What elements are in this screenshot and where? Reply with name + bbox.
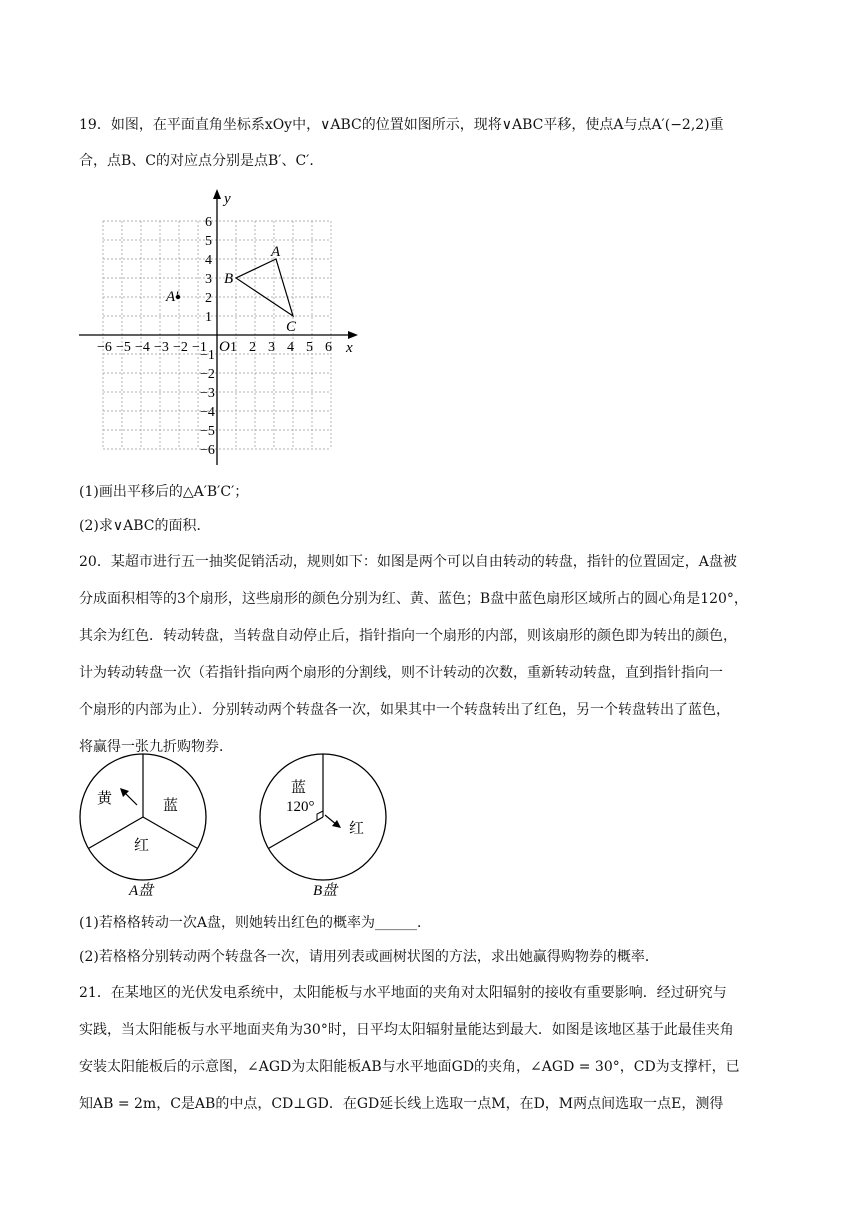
wheel-b-blue: 蓝 <box>291 780 307 796</box>
x-tick-label: −1 <box>192 340 207 355</box>
coordinate-graph <box>0 185 860 485</box>
x-tick-label: 1 <box>230 340 237 355</box>
wheel-a-yellow: 黄 <box>97 791 113 807</box>
x-axis-label: x <box>346 340 353 356</box>
q21-line-3: 安装太阳能板后的示意图，∠AGD为太阳能板AB与水平地面GD的夹角，∠AGD = 30°，CD为支撑杆，已 <box>79 1059 740 1075</box>
wheel-b-angle: 120° <box>286 799 315 815</box>
wheel-a <box>80 754 206 899</box>
point-a-label: A <box>271 244 281 260</box>
q21-line-1: 21．在某地区的光伏发电系统中，太阳能板与水平地面的夹角对太阳辐射的接收有重要影响．经过研究与 <box>79 985 727 1001</box>
x-tick-label: 4 <box>287 340 294 355</box>
q21-line-2: 实践，当太阳能板与水平地面夹角为30°时，日平均太阳辐射量能达到最大．如图是该地区基于此最佳夹角 <box>79 1022 734 1038</box>
y-axis-arrow <box>213 189 221 199</box>
q20-sub-1: (1)若格格转动一次A盘，则她转出红色的概率为______． <box>79 915 431 931</box>
q20-sub-2: (2)若格格分别转动两个转盘各一次，请用列表或画树状图的方法，求出她赢得购物券的概率． <box>79 949 659 965</box>
origin-label: O <box>219 339 230 355</box>
q19-sub-2: (2)求∨ABC的面积． <box>79 518 211 534</box>
x-tick-label: −3 <box>154 340 169 355</box>
point-c-label: C <box>286 319 297 335</box>
x-axis-arrow <box>348 331 358 339</box>
wheel-a-red: 红 <box>134 838 150 854</box>
x-tick-label: −6 <box>97 340 112 355</box>
y-tick-label: 2 <box>205 291 212 306</box>
q20-line-2: 分成面积相等的3个扇形，这些扇形的颜色分别为红、黄、蓝色；B盘中蓝色扇形区域所占的圆心角是120°， <box>79 591 748 607</box>
y-tick-label: −1 <box>200 348 215 363</box>
q20-line-4: 计为转动转盘一次（若指针指向两个扇形的分割线，则不计转动的次数，重新转动转盘，直到指针指向一 <box>79 665 723 681</box>
x-tick-label: −2 <box>173 340 188 355</box>
wheel-b-caption: B盘 <box>313 883 338 899</box>
y-tick-label: 3 <box>205 272 212 287</box>
q20-line-3: 其余为红色．转动转盘，当转盘自动停止后，指针指向一个扇形的内部，则该扇形的颜色即为转出的颜色， <box>79 628 737 644</box>
wheel-b-red: 红 <box>349 821 365 837</box>
point-a-prime-label: A′ <box>166 289 179 305</box>
x-tick-label: 6 <box>325 340 332 355</box>
y-tick-label: −6 <box>200 443 215 458</box>
y-tick-label: −4 <box>200 405 215 420</box>
x-tick-label: −4 <box>135 340 150 355</box>
y-tick-label: 5 <box>205 234 212 249</box>
y-tick-label: −5 <box>200 424 215 439</box>
y-tick-label: −2 <box>200 367 215 382</box>
q19-line-1: 19．如图，在平面直角坐标系xOy中，∨ABC的位置如图所示，现将∨ABC平移，使点A与点A′(−2,2)重 <box>79 117 724 133</box>
y-axis-label: y <box>224 191 231 207</box>
q19-sub-1: (1)画出平移后的△A′B′C′； <box>79 484 249 500</box>
y-tick-label: 1 <box>205 310 212 325</box>
q20-line-1: 20．某超市进行五一抽奖促销活动，规则如下：如图是两个可以自由转动的转盘，指针的位置固定，A盘被 <box>79 554 737 570</box>
q20-line-6: 将赢得一张九折购物券． <box>79 739 233 755</box>
q20-line-5: 个扇形的内部为止）．分别转动两个转盘各一次，如果其中一个转盘转出了红色，另一个转盘转出了蓝色， <box>79 702 730 718</box>
wheel-a-blue: 蓝 <box>163 798 179 814</box>
x-tick-label: 3 <box>268 340 275 355</box>
q19-line-2: 合，点B、C的对应点分别是点B′、C′． <box>79 153 324 169</box>
y-tick-labels <box>200 215 215 458</box>
wheel-a-caption: A盘 <box>129 883 154 899</box>
wheel-b <box>260 754 386 899</box>
y-tick-label: −3 <box>200 386 215 401</box>
x-tick-label: 2 <box>249 340 256 355</box>
point-b-label: B <box>224 271 234 287</box>
y-tick-label: 4 <box>205 253 212 268</box>
spinner-diagram <box>0 752 860 902</box>
q21-line-4: 知AB = 2m，C是AB的中点，CD⊥GD．在GD延长线上选取一点M，在D，M两点间选取一点E，测得 <box>79 1096 724 1112</box>
triangle-abc <box>236 259 293 316</box>
x-tick-label: 5 <box>306 340 313 355</box>
y-tick-label: 6 <box>205 215 212 230</box>
x-tick-label: −5 <box>116 340 131 355</box>
